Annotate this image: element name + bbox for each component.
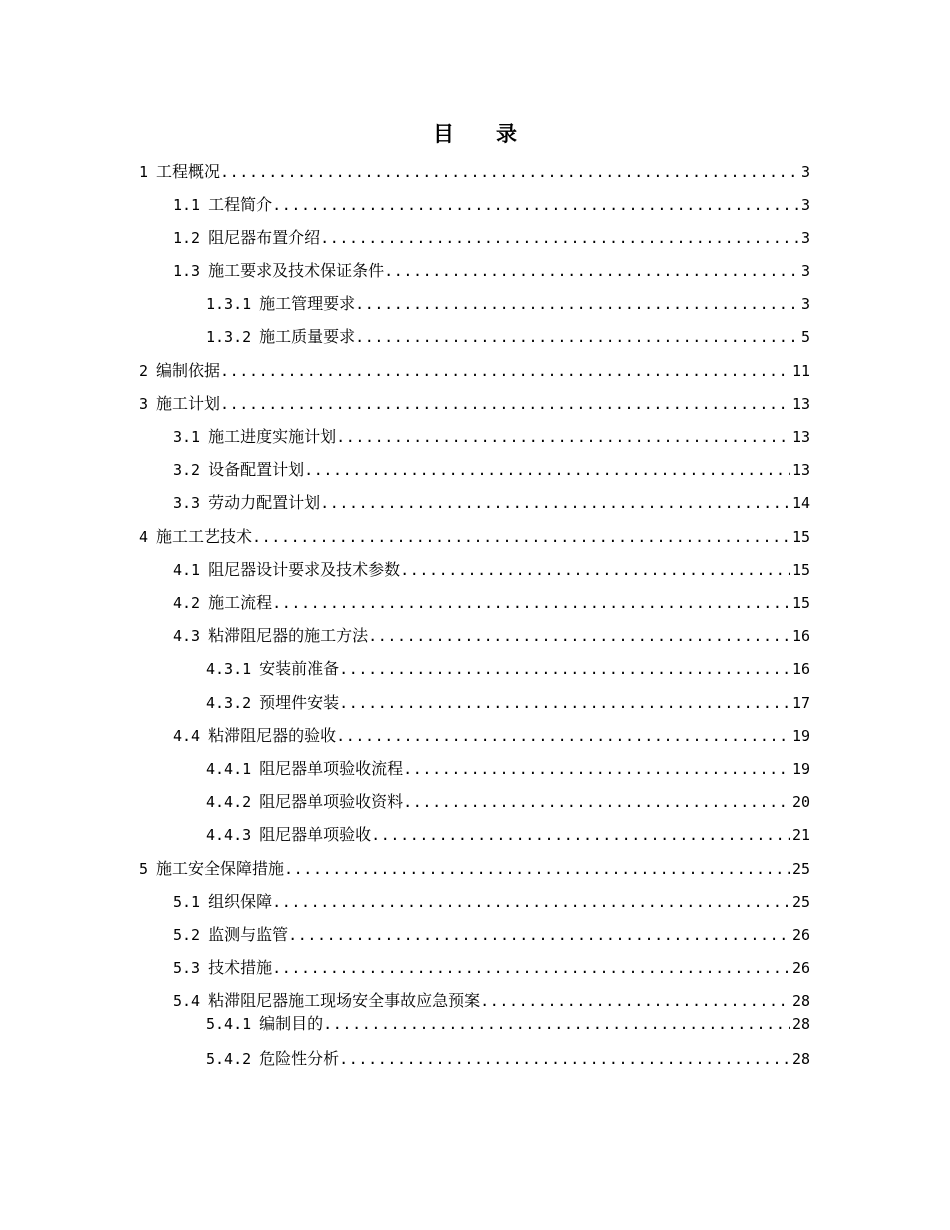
toc-dot-leader xyxy=(320,227,799,249)
toc-entry[interactable] xyxy=(173,492,810,514)
toc-entry-page: 26 xyxy=(791,959,810,977)
toc-dot-leader xyxy=(220,360,790,382)
toc-entry-page: 14 xyxy=(791,494,810,512)
toc-entry[interactable] xyxy=(173,957,810,979)
toc-entry-label: 阻尼器单项验收流程 xyxy=(259,759,404,778)
toc-dot-leader xyxy=(400,559,790,581)
toc-entry-page: 3 xyxy=(800,262,810,280)
toc-dot-leader xyxy=(304,459,790,481)
toc-entry-label: 预埋件安装 xyxy=(259,693,340,712)
toc-entry-number: 2 xyxy=(139,362,149,380)
toc-entry-page: 3 xyxy=(800,196,810,214)
toc-entry-page: 21 xyxy=(791,826,810,844)
toc-entry[interactable] xyxy=(206,692,810,714)
toc-entry[interactable] xyxy=(206,1048,810,1070)
toc-entry-page: 15 xyxy=(791,528,810,546)
toc-entry[interactable] xyxy=(139,393,810,415)
toc-entry-page: 3 xyxy=(800,229,810,247)
toc-entry-number: 3.3 xyxy=(173,494,201,512)
toc-entry-number: 1.3 xyxy=(173,262,201,280)
toc-dot-leader xyxy=(284,858,790,880)
toc-entry[interactable] xyxy=(206,293,810,315)
toc-dot-leader xyxy=(336,426,790,448)
toc-entry[interactable] xyxy=(139,360,810,382)
toc-entry-number: 1.3.1 xyxy=(206,295,252,313)
toc-entry-page: 25 xyxy=(791,860,810,878)
toc-entry-number: 5 xyxy=(139,860,149,878)
toc-entry[interactable] xyxy=(139,858,810,880)
toc-entry[interactable] xyxy=(173,459,810,481)
toc-entry-label: 施工安全保障措施 xyxy=(156,859,285,878)
toc-entry-number: 5.4 xyxy=(173,992,201,1010)
toc-entry-label: 粘滞阻尼器施工现场安全事故应急预案 xyxy=(208,991,481,1010)
toc-dot-leader xyxy=(355,293,799,315)
toc-entry[interactable] xyxy=(139,526,810,548)
toc-dot-leader xyxy=(288,924,790,946)
toc-dot-leader xyxy=(220,393,790,415)
toc-entry-number: 3.1 xyxy=(173,428,201,446)
toc-entry-number: 4.3.1 xyxy=(206,660,252,678)
toc-dot-leader xyxy=(384,260,799,282)
toc-entry[interactable] xyxy=(173,559,810,581)
toc-dot-leader xyxy=(323,1013,790,1035)
toc-entry-label: 粘滞阻尼器的验收 xyxy=(208,726,337,745)
toc-entry-page: 28 xyxy=(791,1050,810,1068)
toc-entry[interactable] xyxy=(173,625,810,647)
toc-entry[interactable] xyxy=(173,891,810,913)
toc-entry-label: 工程简介 xyxy=(208,195,273,214)
toc-entry-number: 4.2 xyxy=(173,594,201,612)
toc-dot-leader xyxy=(339,692,790,714)
toc-dot-leader xyxy=(371,824,790,846)
toc-entry-label: 编制依据 xyxy=(156,361,221,380)
toc-entry-number: 5.3 xyxy=(173,959,201,977)
toc-entry-label: 阻尼器设计要求及技术参数 xyxy=(208,560,401,579)
toc-entry-label: 组织保障 xyxy=(208,892,273,911)
toc-dot-leader xyxy=(339,1048,790,1070)
toc-dot-leader xyxy=(339,658,790,680)
toc-entry-page: 20 xyxy=(791,793,810,811)
toc-dot-leader xyxy=(320,492,790,514)
toc-dot-leader xyxy=(252,526,790,548)
toc-entry-number: 4.3.2 xyxy=(206,694,252,712)
toc-entry-label: 施工进度实施计划 xyxy=(208,427,337,446)
toc-dot-leader xyxy=(403,791,790,813)
toc-entry-label: 施工计划 xyxy=(156,394,221,413)
toc-dot-leader xyxy=(336,725,790,747)
toc-dot-leader xyxy=(272,592,790,614)
toc-entry-page: 19 xyxy=(791,727,810,745)
toc-entry[interactable] xyxy=(173,592,810,614)
toc-entry-page: 11 xyxy=(791,362,810,380)
toc-entry-page: 28 xyxy=(791,992,810,1010)
toc-entry[interactable] xyxy=(206,658,810,680)
toc-entry-label: 阻尼器单项验收资料 xyxy=(259,792,404,811)
toc-entry[interactable] xyxy=(206,758,810,780)
toc-entry-number: 5.1 xyxy=(173,893,201,911)
toc-dot-leader xyxy=(368,625,790,647)
toc-entry[interactable] xyxy=(173,426,810,448)
toc-dot-leader xyxy=(272,957,790,979)
toc-entry-label: 阻尼器布置介绍 xyxy=(208,228,321,247)
toc-entry-label: 阻尼器单项验收 xyxy=(259,825,372,844)
toc-entry-label: 施工质量要求 xyxy=(259,327,356,346)
toc-entry-page: 3 xyxy=(800,163,810,181)
toc-entry-label: 施工流程 xyxy=(208,593,273,612)
toc-entry-number: 1 xyxy=(139,163,149,181)
toc-dot-leader xyxy=(480,990,790,1012)
toc-entry-number: 5.4.1 xyxy=(206,1015,252,1033)
toc-entry-page: 28 xyxy=(791,1015,810,1033)
toc-entry-page: 13 xyxy=(791,395,810,413)
toc-entry-page: 5 xyxy=(800,328,810,346)
toc-entry-page: 26 xyxy=(791,926,810,944)
toc-entry-label: 危险性分析 xyxy=(259,1049,340,1068)
toc-title xyxy=(0,118,950,148)
toc-entry[interactable] xyxy=(206,1013,810,1035)
toc-title-char-2: 录 xyxy=(496,121,517,146)
toc-entry-number: 4 xyxy=(139,528,149,546)
toc-entry-label: 劳动力配置计划 xyxy=(208,493,321,512)
toc-entry-page: 19 xyxy=(791,760,810,778)
toc-entry-number: 1.1 xyxy=(173,196,201,214)
toc-entry-page: 15 xyxy=(791,594,810,612)
toc-entry-label: 设备配置计划 xyxy=(208,460,305,479)
toc-entry-number: 4.4 xyxy=(173,727,201,745)
toc-entry[interactable] xyxy=(173,194,810,216)
toc-entry-label: 施工要求及技术保证条件 xyxy=(208,261,385,280)
toc-entry-page: 16 xyxy=(791,627,810,645)
toc-dot-leader xyxy=(403,758,790,780)
toc-entry[interactable] xyxy=(173,227,810,249)
toc-entry[interactable] xyxy=(206,791,810,813)
toc-entry-number: 5.2 xyxy=(173,926,201,944)
toc-entry-label: 编制目的 xyxy=(259,1014,324,1033)
toc-entry-number: 3.2 xyxy=(173,461,201,479)
toc-title-char-1: 目 xyxy=(433,121,454,146)
toc-entry-number: 1.3.2 xyxy=(206,328,252,346)
toc-entry-number: 3 xyxy=(139,395,149,413)
toc-entry[interactable] xyxy=(173,725,810,747)
toc-entry-page: 17 xyxy=(791,694,810,712)
toc-dot-leader xyxy=(272,891,790,913)
toc-entry-number: 5.4.2 xyxy=(206,1050,252,1068)
toc-entry-number: 4.3 xyxy=(173,627,201,645)
toc-entry-number: 4.4.3 xyxy=(206,826,252,844)
toc-entry[interactable] xyxy=(173,924,810,946)
toc-entry-label: 技术措施 xyxy=(208,958,273,977)
toc-entry-page: 13 xyxy=(791,428,810,446)
toc-entry-page: 16 xyxy=(791,660,810,678)
toc-dot-leader xyxy=(355,326,799,348)
toc-entry[interactable] xyxy=(173,260,810,282)
toc-entry-label: 粘滞阻尼器的施工方法 xyxy=(208,626,369,645)
toc-dot-leader xyxy=(272,194,799,216)
toc-entry-number: 1.2 xyxy=(173,229,201,247)
toc-entry[interactable] xyxy=(173,990,810,1012)
toc-dot-leader xyxy=(220,161,799,183)
toc-entry-page: 13 xyxy=(791,461,810,479)
toc-entry-page: 25 xyxy=(791,893,810,911)
toc-entry-label: 施工管理要求 xyxy=(259,294,356,313)
toc-entry-number: 4.1 xyxy=(173,561,201,579)
toc-entry[interactable] xyxy=(206,824,810,846)
toc-entry-label: 监测与监管 xyxy=(208,925,289,944)
toc-entry[interactable] xyxy=(206,326,810,348)
toc-entry-label: 工程概况 xyxy=(156,162,221,181)
toc-entry-number: 4.4.2 xyxy=(206,793,252,811)
toc-entry-page: 3 xyxy=(800,295,810,313)
toc-entry-label: 施工工艺技术 xyxy=(156,527,253,546)
toc-entry-number: 4.4.1 xyxy=(206,760,252,778)
toc-entry-label: 安装前准备 xyxy=(259,659,340,678)
toc-entry[interactable] xyxy=(139,161,810,183)
toc-entry-page: 15 xyxy=(791,561,810,579)
